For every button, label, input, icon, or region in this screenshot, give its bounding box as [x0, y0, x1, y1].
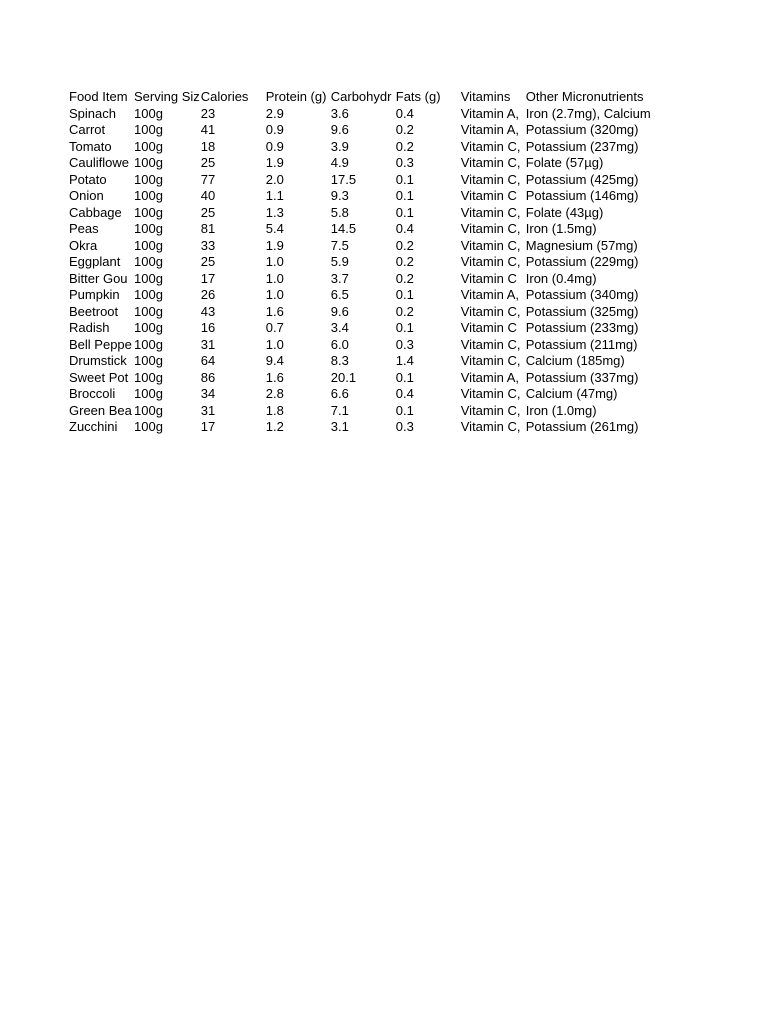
cell-protein: 1.6: [265, 303, 284, 319]
cell-protein: 1.3: [265, 204, 284, 220]
cell-calories: 41: [200, 122, 216, 137]
table-row: [68, 320, 660, 337]
cell-fats: 0.1: [395, 204, 414, 220]
header-cell-protein: Protein (g): [265, 89, 327, 104]
cell-calories: 34: [200, 386, 216, 401]
cell-other-micronutrients: Calcium (47mg): [525, 386, 618, 401]
cell-fats: 0.3: [395, 155, 414, 170]
cell-calories: 31: [200, 336, 216, 352]
table-row: [68, 155, 660, 172]
cell-fats: 0.2: [395, 254, 414, 269]
cell-fats: 0.1: [395, 402, 414, 418]
cell-food-item: Tomato: [69, 138, 112, 154]
cell-food-item: Peas: [69, 221, 99, 236]
cell-fats: 0.2: [395, 303, 414, 319]
cell-vitamins: Vitamin C,: [460, 386, 521, 401]
cell-vitamins: Vitamin A,: [460, 369, 520, 385]
cell-other-micronutrients: Potassium (425mg): [525, 171, 639, 187]
cell-calories: 33: [200, 237, 216, 253]
cell-protein: 1.9: [265, 155, 284, 170]
header-row: [68, 89, 660, 106]
cell-fats: 0.3: [395, 336, 414, 352]
cell-serving-size: 100g: [134, 353, 163, 368]
table-row: [68, 188, 660, 205]
cell-vitamins: Vitamin C,: [460, 402, 521, 418]
table-row: [68, 139, 660, 156]
header-cell-food-item: Food Item: [69, 89, 128, 104]
cell-food-item: Radish: [69, 320, 110, 335]
cell-carbohydrates: 9.3: [330, 188, 349, 203]
cell-calories: 64: [200, 353, 216, 368]
cell-protein: 1.2: [265, 419, 284, 434]
cell-serving-size: 100g: [134, 254, 163, 269]
cell-serving-size: 100g: [134, 419, 163, 434]
cell-serving-size: 100g: [134, 386, 163, 401]
header-cell-calories: Calories: [200, 89, 249, 104]
cell-fats: 0.4: [395, 105, 414, 121]
cell-fats: 0.2: [395, 122, 414, 137]
cell-vitamins: Vitamin C,: [460, 336, 521, 352]
cell-serving-size: 100g: [134, 237, 163, 253]
header-cell-other-micronutrients: Other Micronutrients: [525, 89, 644, 104]
table-row: [68, 271, 660, 288]
cell-serving-size: 100g: [134, 105, 163, 121]
table-row: [68, 122, 660, 139]
cell-vitamins: Vitamin A,: [460, 122, 520, 137]
cell-calories: 31: [200, 402, 216, 418]
cell-calories: 43: [200, 303, 216, 319]
cell-other-micronutrients: Potassium (211mg): [525, 336, 638, 352]
cell-carbohydrates: 3.4: [330, 320, 349, 335]
cell-calories: 16: [200, 320, 216, 335]
cell-food-item: Carrot: [69, 122, 106, 137]
cell-other-micronutrients: Iron (2.7mg), Calcium: [525, 105, 651, 121]
cell-fats: 0.2: [395, 237, 414, 253]
table-row: [68, 353, 660, 370]
cell-food-item: Zucchini: [69, 419, 118, 434]
table-row: [68, 205, 660, 222]
table-row: [68, 238, 660, 255]
cell-other-micronutrients: Potassium (261mg): [525, 419, 639, 434]
cell-vitamins: Vitamin C: [460, 270, 517, 286]
cell-other-micronutrients: Calcium (185mg): [525, 353, 625, 368]
cell-serving-size: 100g: [134, 402, 163, 418]
cell-fats: 0.4: [395, 386, 414, 401]
cell-protein: 2.8: [265, 386, 284, 401]
table-row: [68, 337, 660, 354]
table-row: [68, 403, 660, 420]
cell-serving-size: 100g: [134, 221, 163, 236]
table-row: [68, 386, 660, 403]
cell-serving-size: 100g: [134, 204, 163, 220]
table-row: [68, 106, 660, 123]
cell-serving-size: 100g: [134, 122, 163, 137]
cell-protein: 0.9: [265, 138, 284, 154]
cell-fats: 0.4: [395, 221, 414, 236]
cell-calories: 40: [200, 188, 216, 203]
cell-food-item: Okra: [69, 237, 98, 253]
cell-food-item: Cabbage: [69, 204, 122, 220]
cell-carbohydrates: 6.5: [330, 287, 349, 302]
cell-protein: 1.8: [265, 402, 284, 418]
cell-carbohydrates: 3.1: [330, 419, 349, 434]
cell-protein: 1.0: [265, 254, 284, 269]
cell-vitamins: Vitamin A,: [460, 105, 520, 121]
cell-fats: 1.4: [395, 353, 414, 368]
table-row: [68, 172, 660, 189]
cell-protein: 1.9: [265, 237, 284, 253]
cell-carbohydrates: 3.7: [330, 270, 349, 286]
cell-fats: 0.2: [395, 138, 414, 154]
table-body: [68, 89, 660, 436]
cell-protein: 1.6: [265, 369, 284, 385]
cell-food-item: Cauliflowe: [69, 155, 129, 170]
cell-serving-size: 100g: [134, 303, 163, 319]
cell-calories: 17: [200, 419, 216, 434]
cell-serving-size: 100g: [134, 336, 163, 352]
cell-fats: 0.1: [395, 287, 414, 302]
header-cell-vitamins: Vitamins: [460, 89, 511, 104]
cell-protein: 1.0: [265, 287, 284, 302]
table-row: [68, 287, 660, 304]
header-cell-fats: Fats (g): [395, 89, 441, 104]
cell-protein: 1.1: [265, 188, 284, 203]
cell-vitamins: Vitamin C: [460, 188, 517, 203]
cell-calories: 26: [200, 287, 216, 302]
cell-other-micronutrients: Iron (1.0mg): [525, 402, 597, 418]
cell-fats: 0.2: [395, 270, 414, 286]
cell-carbohydrates: 5.9: [330, 254, 349, 269]
table-row: [68, 419, 660, 436]
cell-carbohydrates: 5.8: [330, 204, 349, 220]
cell-calories: 17: [200, 270, 216, 286]
cell-serving-size: 100g: [134, 155, 163, 170]
cell-vitamins: Vitamin C,: [460, 155, 521, 170]
cell-serving-size: 100g: [134, 138, 163, 154]
cell-food-item: Drumstick: [69, 353, 127, 368]
cell-food-item: Beetroot: [69, 303, 119, 319]
cell-carbohydrates: 9.6: [330, 303, 349, 319]
cell-protein: 2.9: [265, 105, 284, 121]
cell-fats: 0.3: [395, 419, 414, 434]
cell-serving-size: 100g: [134, 171, 163, 187]
cell-fats: 0.1: [395, 171, 414, 187]
cell-other-micronutrients: Iron (1.5mg): [525, 221, 597, 236]
cell-carbohydrates: 6.0: [330, 336, 349, 352]
cell-protein: 1.0: [265, 270, 284, 286]
cell-carbohydrates: 6.6: [330, 386, 349, 401]
cell-carbohydrates: 3.9: [330, 138, 349, 154]
cell-food-item: Pumpkin: [69, 287, 120, 302]
cell-carbohydrates: 7.5: [330, 237, 349, 253]
cell-carbohydrates: 7.1: [330, 402, 349, 418]
table-row: [68, 370, 660, 387]
table-row: [68, 221, 660, 238]
cell-fats: 0.1: [395, 320, 414, 335]
cell-vitamins: Vitamin A,: [460, 287, 520, 302]
cell-carbohydrates: 9.6: [330, 122, 349, 137]
cell-other-micronutrients: Iron (0.4mg): [525, 270, 597, 286]
cell-other-micronutrients: Potassium (325mg): [525, 303, 639, 319]
cell-other-micronutrients: Folate (57µg): [525, 155, 604, 170]
cell-other-micronutrients: Potassium (229mg): [525, 254, 639, 269]
cell-other-micronutrients: Potassium (146mg): [525, 188, 639, 203]
cell-carbohydrates: 3.6: [330, 105, 349, 121]
cell-protein: 5.4: [265, 221, 284, 236]
cell-carbohydrates: 14.5: [330, 221, 357, 236]
cell-food-item: Onion: [69, 188, 104, 203]
cell-calories: 86: [200, 369, 216, 385]
cell-vitamins: Vitamin C,: [460, 171, 521, 187]
cell-other-micronutrients: Folate (43µg): [525, 204, 604, 220]
cell-vitamins: Vitamin C,: [460, 353, 521, 368]
cell-calories: 25: [200, 204, 216, 220]
table-row: [68, 304, 660, 321]
cell-calories: 25: [200, 254, 216, 269]
cell-vitamins: Vitamin C,: [460, 303, 521, 319]
cell-carbohydrates: 4.9: [330, 155, 349, 170]
cell-vitamins: Vitamin C,: [460, 138, 521, 154]
cell-other-micronutrients: Potassium (320mg): [525, 122, 639, 137]
cell-other-micronutrients: Potassium (237mg): [525, 138, 639, 154]
cell-calories: 23: [200, 105, 216, 121]
cell-carbohydrates: 20.1: [330, 369, 357, 385]
cell-serving-size: 100g: [134, 320, 163, 335]
header-cell-carbohydrates: Carbohydr: [330, 89, 392, 104]
cell-protein: 0.7: [265, 320, 284, 335]
cell-protein: 1.0: [265, 336, 284, 352]
table-row: [68, 254, 660, 271]
cell-vitamins: Vitamin C,: [460, 204, 521, 220]
cell-calories: 25: [200, 155, 216, 170]
cell-vitamins: Vitamin C,: [460, 237, 521, 253]
cell-fats: 0.1: [395, 369, 414, 385]
cell-food-item: Green Bea: [69, 402, 132, 418]
cell-vitamins: Vitamin C,: [460, 221, 521, 236]
cell-food-item: Bell Peppe: [69, 336, 132, 352]
cell-other-micronutrients: Potassium (337mg): [525, 369, 639, 385]
cell-vitamins: Vitamin C,: [460, 254, 521, 269]
cell-food-item: Broccoli: [69, 386, 116, 401]
cell-fats: 0.1: [395, 188, 414, 203]
cell-carbohydrates: 8.3: [330, 353, 349, 368]
cell-carbohydrates: 17.5: [330, 171, 357, 187]
cell-food-item: Bitter Gou: [69, 270, 128, 286]
cell-food-item: Spinach: [69, 105, 116, 121]
cell-calories: 18: [200, 138, 216, 154]
cell-food-item: Eggplant: [69, 254, 121, 269]
cell-serving-size: 100g: [134, 188, 163, 203]
cell-vitamins: Vitamin C: [460, 320, 517, 335]
cell-serving-size: 100g: [134, 369, 163, 385]
cell-other-micronutrients: Magnesium (57mg): [525, 237, 638, 253]
nutrition-table: [68, 89, 660, 436]
cell-protein: 9.4: [265, 353, 284, 368]
cell-food-item: Potato: [69, 171, 107, 187]
cell-food-item: Sweet Pot: [69, 369, 129, 385]
cell-calories: 81: [200, 221, 216, 236]
header-cell-serving-size: Serving Siz: [134, 89, 200, 104]
cell-protein: 2.0: [265, 171, 284, 187]
cell-serving-size: 100g: [134, 287, 163, 302]
cell-calories: 77: [200, 171, 216, 187]
cell-vitamins: Vitamin C,: [460, 419, 521, 434]
cell-other-micronutrients: Potassium (340mg): [525, 287, 639, 302]
cell-serving-size: 100g: [134, 270, 163, 286]
cell-other-micronutrients: Potassium (233mg): [525, 320, 639, 335]
cell-protein: 0.9: [265, 122, 284, 137]
